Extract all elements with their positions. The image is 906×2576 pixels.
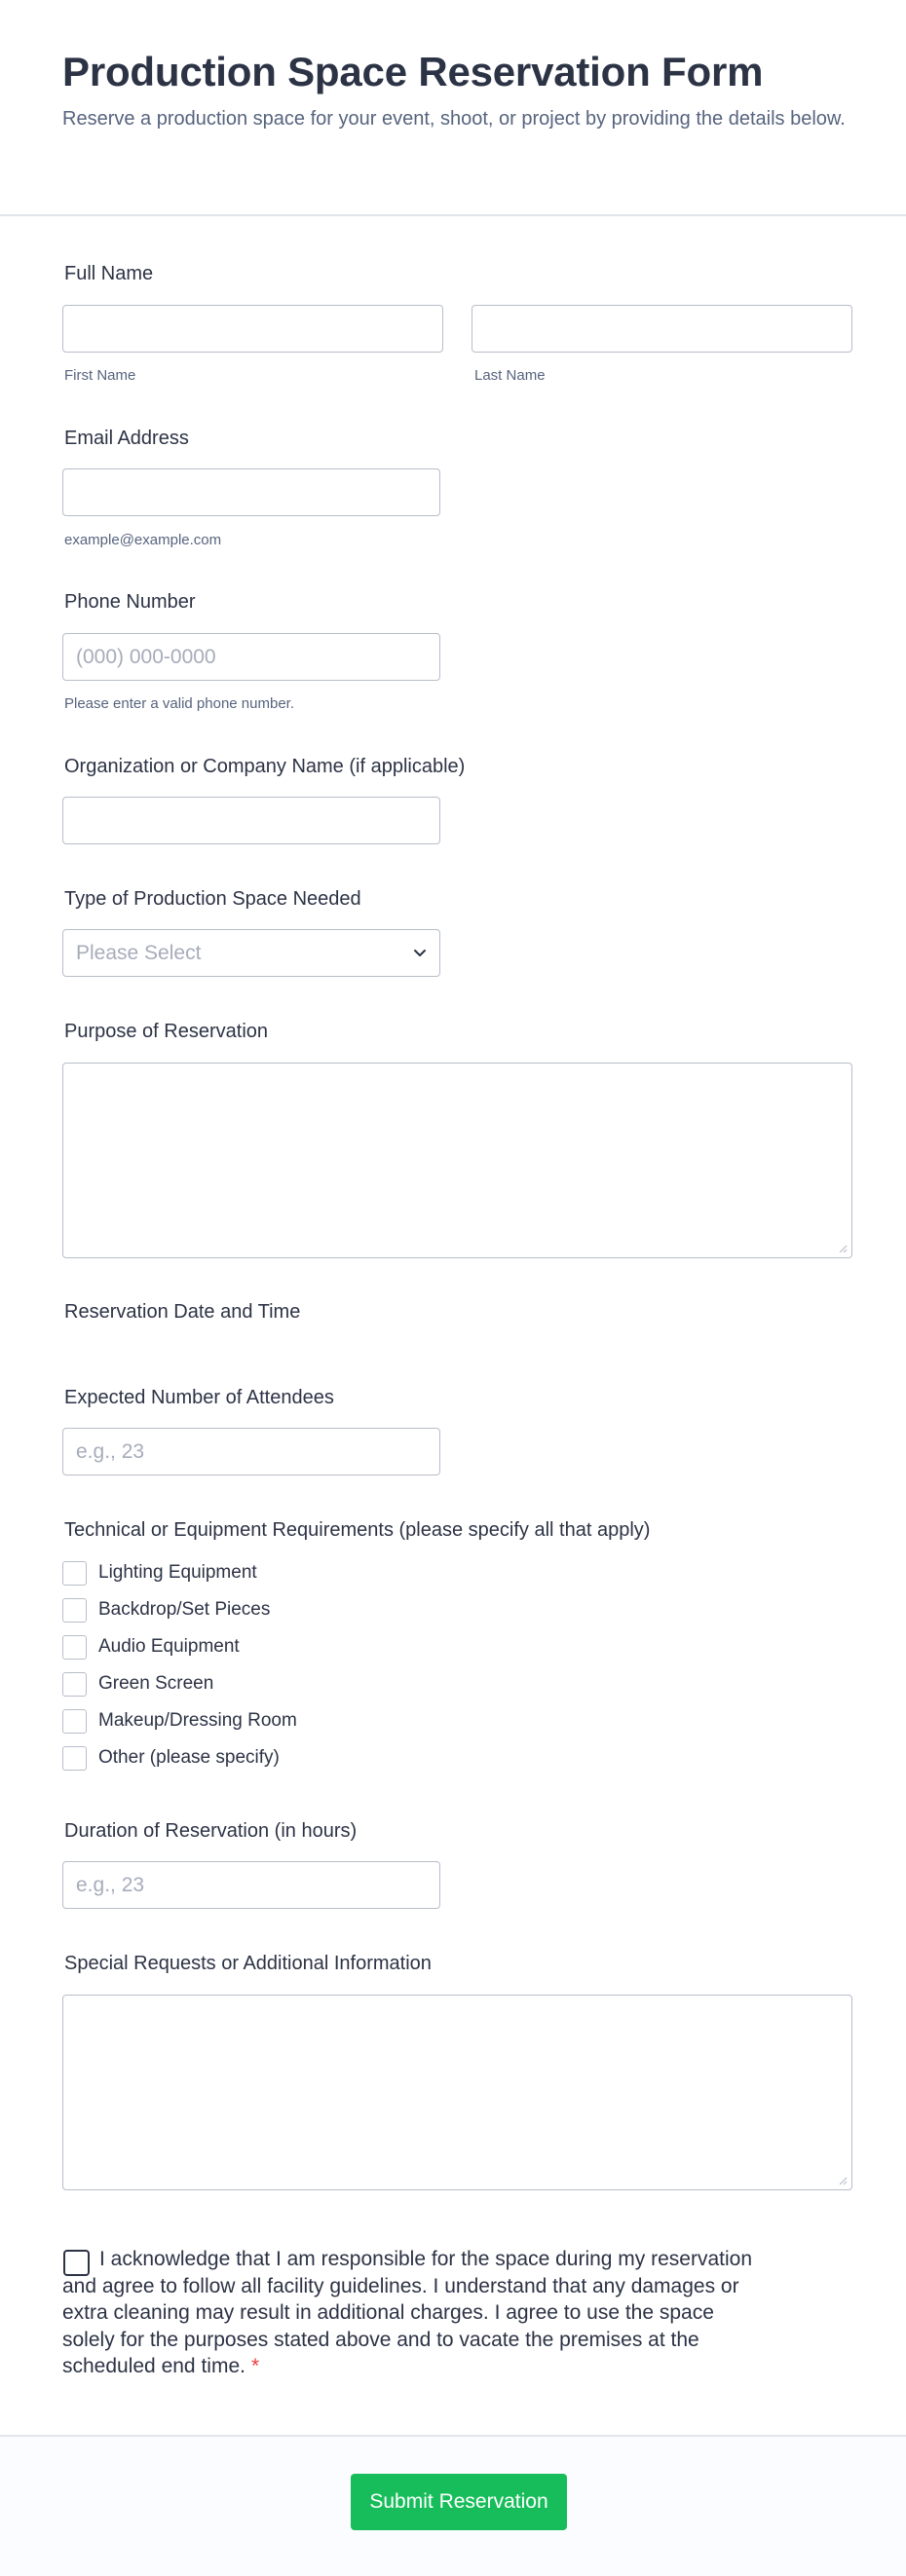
checkbox[interactable]: [62, 1746, 87, 1771]
required-asterisk: *: [250, 2355, 260, 2378]
special-requests-textarea[interactable]: [62, 1995, 852, 2190]
checkbox[interactable]: [62, 1635, 87, 1660]
attendees-label: Expected Number of Attendees: [64, 1387, 334, 1408]
checkbox-label: Other (please specify): [98, 1747, 280, 1768]
form-title: Production Space Reservation Form: [62, 49, 764, 94]
first-name-input[interactable]: [62, 305, 443, 353]
acknowledgement-text: [62, 2246, 764, 2380]
checkbox-label: Green Screen: [98, 1673, 214, 1694]
email-input[interactable]: [62, 468, 440, 516]
resize-grip-icon[interactable]: [838, 2176, 848, 2185]
email-label: Email Address: [64, 428, 189, 449]
equipment-label: Technical or Equipment Requirements (please specify all that apply): [64, 1519, 651, 1541]
attendees-input[interactable]: [62, 1428, 440, 1475]
space-type-placeholder: Please Select: [76, 942, 202, 964]
checkbox-label: Makeup/Dressing Room: [98, 1710, 297, 1731]
last-name-sublabel: Last Name: [474, 367, 546, 384]
duration-label: Duration of Reservation (in hours): [64, 1820, 358, 1842]
special-requests-label: Special Requests or Additional Information: [64, 1953, 432, 1974]
duration-input[interactable]: [62, 1861, 440, 1909]
email-sublabel: example@example.com: [64, 532, 222, 548]
acknowledgement-label: I acknowledge that I am responsible for the space during my reservation and agree to follow all facility guidelines. I understand that any damages or extra cleaning may result in additional charges. I agree to use the space solely for the purposes stated above and to vacate the premises at the scheduled end time.: [62, 2248, 753, 2378]
chevron-down-icon: [412, 945, 428, 960]
checkbox-label: Lighting Equipment: [98, 1562, 257, 1583]
purpose-textarea[interactable]: [62, 1063, 852, 1258]
checkbox[interactable]: [62, 1561, 87, 1586]
form-subtitle: Reserve a production space for your event, shoot, or project by providing the details below.: [62, 108, 846, 130]
resize-grip-icon[interactable]: [838, 1244, 848, 1253]
phone-label: Phone Number: [64, 591, 196, 613]
checkbox[interactable]: [62, 1598, 87, 1623]
checkbox[interactable]: [62, 1672, 87, 1697]
submit-button[interactable]: Submit Reservation: [351, 2474, 567, 2530]
phone-input[interactable]: [62, 633, 440, 681]
checkbox-label: Audio Equipment: [98, 1636, 240, 1657]
purpose-label: Purpose of Reservation: [64, 1021, 269, 1042]
checkbox[interactable]: [62, 1709, 87, 1734]
last-name-input[interactable]: [472, 305, 852, 353]
checkbox-label: Backdrop/Set Pieces: [98, 1599, 271, 1620]
form-header: [0, 0, 906, 216]
space-type-select[interactable]: [62, 929, 440, 977]
date-time-label: Reservation Date and Time: [64, 1301, 301, 1323]
organization-label: Organization or Company Name (if applicable): [64, 756, 466, 777]
first-name-sublabel: First Name: [64, 367, 136, 384]
space-type-label: Type of Production Space Needed: [64, 888, 361, 910]
phone-sublabel: Please enter a valid phone number.: [64, 695, 294, 712]
organization-input[interactable]: [62, 797, 440, 844]
full-name-label: Full Name: [64, 263, 154, 284]
